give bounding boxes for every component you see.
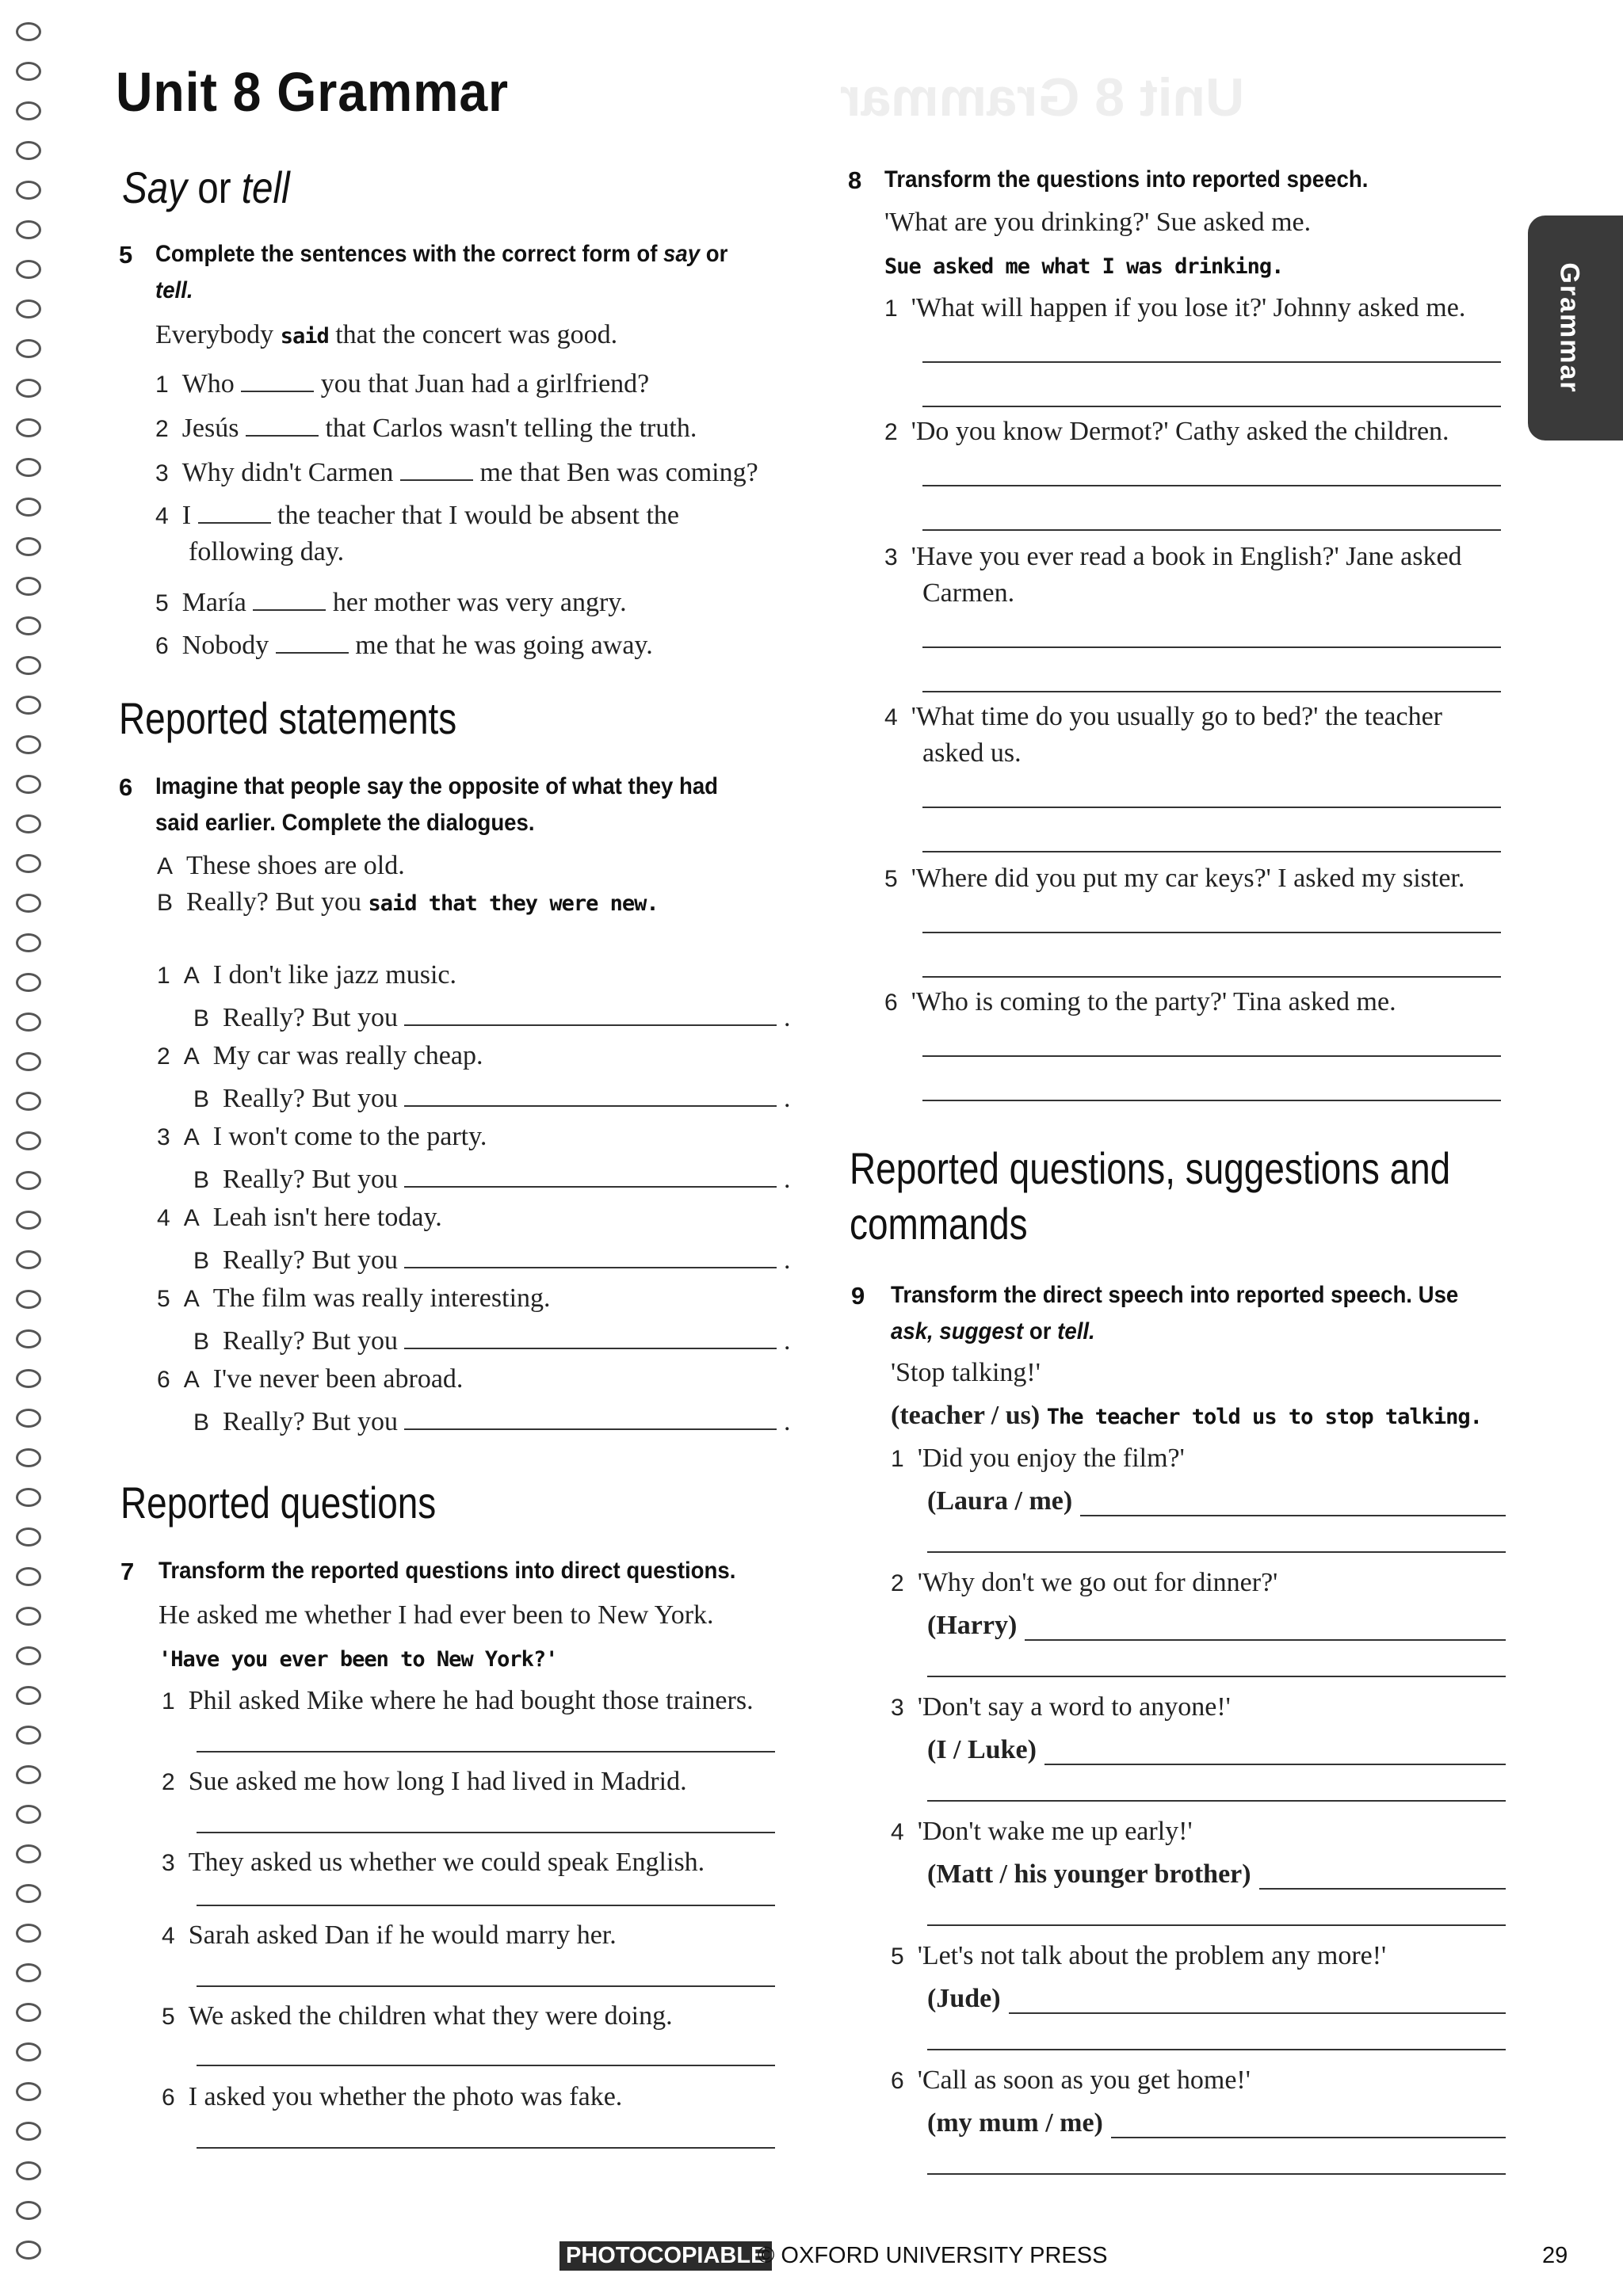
spiral-ring: [16, 933, 41, 952]
item-number: 4: [891, 1819, 904, 1845]
prompt-text: (I / Luke): [927, 1735, 1037, 1764]
item-text-before: I: [181, 501, 192, 530]
speaker-b: B: [193, 1167, 210, 1193]
spiral-ring: [16, 1844, 41, 1863]
statement-text: I don't like jazz music.: [212, 960, 457, 990]
exercise-item: [891, 1565, 1277, 1602]
item-number: 6: [884, 990, 898, 1016]
exercise-item: [155, 585, 627, 622]
answer-blank[interactable]: [276, 628, 349, 654]
item-number: 4: [884, 704, 898, 730]
prompt-line: [927, 1732, 1037, 1768]
spiral-ring: [16, 260, 41, 279]
item-text: 'What will happen if you lose it?' Johnny asked me.: [911, 293, 1466, 322]
answer-line[interactable]: [927, 2173, 1506, 2175]
example-prompt-line: (teacher / us) The teacher told us to stop talking.: [891, 1401, 1482, 1430]
reply-prefix: Really? But you: [223, 1407, 398, 1436]
item-text: 'Have you ever read a book in English?' Jane asked: [911, 542, 1462, 571]
spiral-ring: [16, 339, 41, 358]
speaker-a: A: [183, 1286, 200, 1312]
photocopiable-badge: PHOTOCOPIABLE: [559, 2241, 772, 2271]
spiral-ring: [16, 656, 41, 675]
spiral-ring: [16, 1686, 41, 1705]
item-text: Sarah asked Dan if he would marry her.: [188, 1920, 617, 1950]
spiral-ring: [16, 181, 41, 200]
exercise-item: [155, 455, 758, 492]
item-continuation: Carmen.: [922, 578, 1015, 608]
item-continuation: asked us.: [922, 738, 1022, 768]
spiral-ring: [16, 1409, 41, 1428]
spiral-ring: [16, 22, 41, 41]
exercise-item: [884, 699, 1442, 736]
item-continuation: following day.: [189, 537, 345, 566]
answer-line[interactable]: [927, 1800, 1506, 1802]
item-number: 3: [157, 1124, 170, 1150]
reply-prefix: Really? But you: [223, 1165, 398, 1194]
spiral-ring: [16, 973, 41, 992]
spiral-ring: [16, 814, 41, 833]
exercise-item: [162, 1764, 687, 1801]
item-text-after: that Carlos wasn't telling the truth.: [325, 414, 697, 443]
speaker-a: A: [183, 1205, 200, 1231]
exercise-number: 5: [119, 241, 133, 269]
spiral-ring: [16, 1646, 41, 1665]
side-tab-grammar: [1528, 215, 1623, 441]
item-text-after: her mother was very angry.: [332, 588, 627, 617]
answer-line[interactable]: [922, 932, 1501, 933]
statement-text: My car was really cheap.: [212, 1041, 483, 1070]
item-number: 6: [891, 2068, 904, 2094]
item-text: Sue asked me how long I had lived in Madrid.: [188, 1767, 687, 1796]
spiral-ring: [16, 498, 41, 517]
spiral-ring: [16, 2122, 41, 2141]
answer-blank[interactable]: [404, 1162, 777, 1188]
spiral-ring: [16, 1329, 41, 1348]
prompt-line: [927, 1608, 1017, 1644]
prompt-text: (Harry): [927, 1611, 1018, 1640]
spiral-ring: [16, 2003, 41, 2022]
spiral-ring: [16, 1963, 41, 1982]
answer-line[interactable]: [197, 1832, 775, 1833]
exercise-item: [891, 1689, 1231, 1726]
exercise-instruction: Transform the questions into reported speech.: [884, 166, 1369, 193]
spiral-ring: [16, 141, 41, 160]
item-text-after: you that Juan had a girlfriend?: [320, 369, 650, 399]
answer-blank[interactable]: [404, 1243, 777, 1268]
spiral-ring: [16, 1052, 41, 1071]
direct-speech: 'Don't say a word to anyone!': [917, 1692, 1231, 1722]
spiral-ring: [16, 1131, 41, 1150]
spiral-ring: [16, 1488, 41, 1507]
answer-blank[interactable]: [404, 1081, 777, 1107]
speaker-a: A: [183, 1043, 200, 1070]
item-number: 2: [891, 1570, 904, 1596]
item-text: They asked us whether we could speak English.: [188, 1848, 705, 1877]
example-sentence: He asked me whether I had ever been to New York.: [158, 1600, 714, 1630]
dialogue-line-a: [157, 1199, 442, 1237]
item-number: 5: [884, 866, 898, 892]
reply-prefix: Really? But you: [223, 1245, 398, 1275]
example-answer: Sue asked me what I was drinking.: [884, 254, 1284, 279]
section-heading-reported-questions-suggestions-commands: Reported questions, suggestions and commands: [850, 1143, 1451, 1249]
exercise-instruction: Imagine that people say the opposite of what they had said earlier. Complete the dialogues.: [155, 773, 719, 836]
item-number: 4: [155, 503, 169, 529]
answer-line[interactable]: [1111, 2137, 1506, 2138]
example-sentence: Everybody said that the concert was good.: [155, 320, 618, 349]
spiral-ring: [16, 1211, 41, 1230]
prompt-text: (Matt / his younger brother): [927, 1859, 1251, 1889]
dialogue-line-a: [157, 1280, 551, 1318]
item-number: 6: [162, 2084, 175, 2111]
item-number: 5: [162, 2004, 175, 2030]
exercise-item: [162, 1844, 705, 1882]
item-number: 2: [162, 1769, 175, 1795]
spiral-ring: [16, 1092, 41, 1111]
page-title: Unit 8 Grammar: [116, 61, 510, 123]
answer-line[interactable]: [197, 1751, 775, 1753]
answer-line[interactable]: [1044, 1764, 1506, 1765]
dialogue-line-b: B Really? But you .: [193, 1081, 790, 1118]
section-heading-reported-statements: Reported statements: [119, 693, 457, 743]
speaker-b: B: [193, 1409, 210, 1436]
answer-line[interactable]: [922, 976, 1501, 978]
reply-prefix: Really? But you: [223, 1084, 398, 1113]
answer-line[interactable]: [1009, 2012, 1506, 2014]
spiral-ring: [16, 1924, 41, 1943]
item-text-after: the teacher that I would be absent the: [277, 501, 679, 530]
item-number: 1: [884, 296, 898, 322]
exercise-item: [155, 366, 649, 403]
example-line-b: B Really? But you said that they were new.: [157, 887, 659, 917]
statement-text: Leah isn't here today.: [212, 1203, 442, 1232]
dialogue-line-b: B Really? But you .: [193, 1161, 790, 1199]
spiral-ring: [16, 2161, 41, 2180]
item-number: 2: [157, 1043, 170, 1070]
spiral-ring: [16, 1290, 41, 1309]
exercise-item: [155, 498, 679, 535]
direct-speech: 'Let's not talk about the problem any more!': [917, 1941, 1387, 1970]
exercise-number: 8: [848, 166, 862, 194]
exercise-item: [884, 414, 1449, 451]
item-number: 6: [157, 1367, 170, 1393]
item-text-before: Jesús: [181, 414, 239, 443]
spiral-ring: [16, 577, 41, 596]
answer-line[interactable]: [1025, 1639, 1506, 1641]
item-text-before: Who: [181, 369, 235, 399]
item-number: 3: [884, 544, 898, 570]
spiral-ring: [16, 1448, 41, 1467]
spiral-ring: [16, 1369, 41, 1388]
answer-blank[interactable]: [400, 456, 473, 481]
answer-line[interactable]: [927, 1551, 1506, 1553]
dialogue-line-b: B Really? But you .: [193, 1404, 790, 1441]
prompt-line: [927, 1856, 1251, 1893]
spiral-ring: [16, 1527, 41, 1547]
item-number: 5: [155, 590, 169, 616]
side-tab-label: Grammar: [1554, 262, 1585, 394]
exercise-item: [891, 1440, 1185, 1478]
prompt-line: [927, 2105, 1103, 2142]
dialogue-line-a: [157, 1361, 463, 1398]
example-answer: 'Have you ever been to New York?': [158, 1647, 558, 1672]
item-number: 2: [155, 416, 169, 442]
answer-line[interactable]: [927, 1924, 1506, 1926]
direct-speech: 'Why don't we go out for dinner?': [917, 1568, 1278, 1597]
answer-blank[interactable]: [253, 585, 326, 611]
direct-speech: 'Call as soon as you get home!': [917, 2065, 1251, 2095]
dialogue-line-a: [157, 957, 456, 994]
spiral-binding: [13, 22, 44, 2280]
dialogue-line-a: [157, 1119, 487, 1156]
example-sentence: 'What are you drinking?' Sue asked me.: [884, 208, 1312, 237]
answer-blank[interactable]: [241, 367, 314, 392]
dialogue-line-a: [157, 1038, 483, 1075]
bleed-through-title: Unit 8 Grammar: [840, 67, 1245, 128]
spiral-ring: [16, 2201, 41, 2220]
exercise-item: [162, 2079, 622, 2116]
example-answer: The teacher told us to stop talking.: [1046, 1405, 1482, 1429]
spiral-ring: [16, 418, 41, 437]
exercise-item: [162, 1998, 673, 2035]
prompt-line: [927, 1483, 1072, 1520]
answer-line[interactable]: [922, 485, 1501, 486]
spiral-ring: [16, 735, 41, 754]
answer-blank[interactable]: [404, 1324, 777, 1349]
spiral-ring: [16, 379, 41, 398]
item-number: 4: [157, 1205, 170, 1231]
item-number: 1: [157, 963, 170, 989]
exercise-item: [891, 2062, 1251, 2100]
statement-text: I've never been abroad.: [212, 1364, 464, 1394]
answer-line[interactable]: [197, 2065, 775, 2066]
exercise-instruction: Transform the reported questions into direct questions.: [158, 1558, 736, 1584]
item-number: 5: [157, 1286, 170, 1312]
spiral-ring: [16, 1765, 41, 1784]
exercise-item: [884, 984, 1396, 1021]
speaker-b: B: [193, 1005, 210, 1032]
item-text: 'What time do you usually go to bed?' the teacher: [911, 702, 1443, 731]
exercise-instruction: Complete the sentences with the correct form of say or tell.: [155, 241, 728, 303]
speaker-a: A: [183, 963, 200, 989]
exercise-item: [884, 539, 1462, 576]
spiral-ring: [16, 854, 41, 873]
answer-blank[interactable]: [246, 411, 319, 437]
item-text-after: me that Ben was coming?: [479, 458, 758, 487]
speaker-b: B: [193, 1086, 210, 1112]
item-number: 3: [162, 1850, 175, 1876]
answer-line[interactable]: [922, 851, 1501, 852]
item-number: 2: [884, 419, 898, 445]
exercise-number: 6: [119, 773, 133, 801]
dialogue-line-b: B Really? But you .: [193, 1242, 790, 1280]
speaker-a: A: [183, 1124, 200, 1150]
spiral-ring: [16, 1726, 41, 1745]
answer-line[interactable]: [1259, 1888, 1506, 1890]
answer-line[interactable]: [922, 529, 1501, 531]
spiral-ring: [16, 616, 41, 635]
item-text-after: me that he was going away.: [355, 631, 653, 660]
page-number: 29: [1542, 2243, 1568, 2268]
exercise-instruction: Transform the direct speech into reported speech. Use ask, suggest or tell.: [891, 1282, 1459, 1344]
answer-line[interactable]: [927, 1676, 1506, 1677]
spiral-ring: [16, 220, 41, 239]
speaker-a: A: [183, 1367, 200, 1393]
item-text: Phil asked Mike where he had bought those trainers.: [188, 1686, 754, 1715]
answer-line[interactable]: [922, 1055, 1501, 1057]
exercise-number: 7: [120, 1558, 135, 1585]
exercise-item: [162, 1683, 754, 1720]
prompt-text: (Laura / me): [927, 1486, 1073, 1516]
speaker-b: B: [193, 1329, 210, 1355]
publisher-credit: © OXFORD UNIVERSITY PRESS: [758, 2243, 1108, 2268]
item-text-before: María: [181, 588, 246, 617]
answer-line[interactable]: [922, 1100, 1501, 1101]
exercise-item: [162, 1917, 617, 1955]
answer-line[interactable]: [197, 1905, 775, 1906]
speaker-b: B: [193, 1248, 210, 1274]
spiral-ring: [16, 1567, 41, 1586]
item-text: 'Who is coming to the party?' Tina asked me.: [911, 987, 1396, 1016]
item-text: 'Do you know Dermot?' Cathy asked the children.: [911, 417, 1449, 446]
item-number: 3: [891, 1695, 904, 1721]
spiral-ring: [16, 894, 41, 913]
example-sentence: 'Stop talking!': [891, 1358, 1041, 1387]
answer-line[interactable]: [197, 2147, 775, 2149]
spiral-ring: [16, 2241, 41, 2260]
answer-line[interactable]: [927, 2049, 1506, 2050]
answer-line[interactable]: [1080, 1515, 1506, 1516]
spiral-ring: [16, 775, 41, 794]
answer-line[interactable]: [922, 807, 1501, 808]
spiral-ring: [16, 1805, 41, 1824]
spiral-ring: [16, 1884, 41, 1903]
statement-text: The film was really interesting.: [212, 1283, 551, 1313]
reply-prefix: Really? But you: [223, 1003, 398, 1032]
dialogue-line-b: B Really? But you .: [193, 1323, 790, 1360]
item-number: 3: [155, 460, 169, 486]
spiral-ring: [16, 101, 41, 120]
spiral-ring: [16, 299, 41, 318]
answer-blank[interactable]: [404, 1001, 777, 1026]
exercise-item: [891, 1814, 1193, 1851]
prompt-text: (my mum / me): [927, 2108, 1103, 2138]
example-line-a: A These shoes are old.: [157, 851, 405, 880]
prompt-line: [927, 1981, 1001, 2017]
answer-line[interactable]: [922, 646, 1501, 648]
direct-speech: 'Don't wake me up early!': [917, 1817, 1193, 1846]
spiral-ring: [16, 1250, 41, 1269]
spiral-ring: [16, 696, 41, 715]
heading-say: Say: [122, 162, 188, 212]
exercise-number: 9: [851, 1282, 865, 1310]
reply-prefix: Really? But you: [223, 1326, 398, 1356]
item-text-before: Nobody: [181, 631, 269, 660]
item-number: 1: [891, 1446, 904, 1472]
spiral-ring: [16, 1607, 41, 1626]
answer-line[interactable]: [922, 691, 1501, 692]
spiral-ring: [16, 2082, 41, 2101]
item-number: 4: [162, 1923, 175, 1949]
exercise-item: [884, 290, 1465, 327]
exercise-item: [884, 860, 1465, 898]
spiral-ring: [16, 2042, 41, 2061]
spiral-ring: [16, 537, 41, 556]
spiral-ring: [16, 62, 41, 81]
spiral-ring: [16, 1013, 41, 1032]
spiral-ring: [16, 458, 41, 477]
item-text: I asked you whether the photo was fake.: [188, 2082, 623, 2111]
answer-line[interactable]: [922, 361, 1501, 363]
item-number: 1: [155, 372, 169, 398]
section-heading-say-or-tell: Say or tell: [122, 162, 290, 212]
exercise-item: [155, 410, 697, 448]
statement-text: I won't come to the party.: [212, 1122, 487, 1151]
section-heading-reported-questions: Reported questions: [120, 1478, 437, 1527]
example-answer: said: [280, 324, 329, 349]
exercise-item: [155, 627, 653, 665]
item-text: We asked the children what they were doing.: [188, 2001, 673, 2031]
answer-blank[interactable]: [198, 498, 271, 524]
answer-blank[interactable]: [404, 1405, 777, 1430]
answer-line[interactable]: [197, 1985, 775, 1987]
item-number: 1: [162, 1688, 175, 1714]
item-number: 5: [891, 1943, 904, 1970]
prompt-text: (Jude): [927, 1984, 1001, 2013]
item-number: 6: [155, 633, 169, 659]
answer-line[interactable]: [922, 406, 1501, 407]
item-text: 'Where did you put my car keys?' I asked my sister.: [911, 864, 1465, 893]
dialogue-line-b: B Really? But you .: [193, 1000, 790, 1037]
item-text-before: Why didn't Carmen: [181, 458, 394, 487]
direct-speech: 'Did you enjoy the film?': [917, 1444, 1185, 1473]
example-answer: said that they were new.: [368, 891, 659, 916]
exercise-item: [891, 1938, 1386, 1975]
spiral-ring: [16, 1171, 41, 1190]
